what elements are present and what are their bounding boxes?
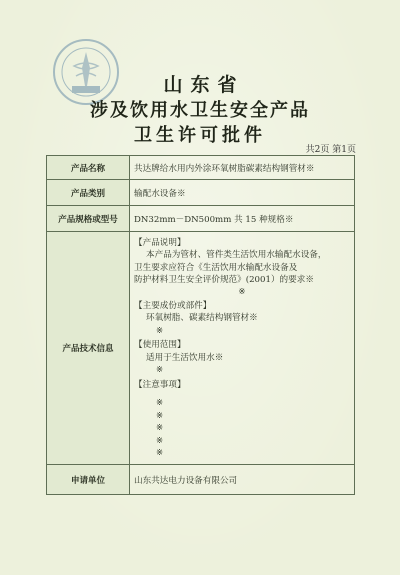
row-product-name xyxy=(47,156,355,180)
row-product-spec xyxy=(47,206,355,232)
title-license: 卫生许可批件 xyxy=(134,125,266,146)
title-product-type: 涉及饮用水卫生安全产品 xyxy=(90,100,310,121)
label-product-spec: 产品规格或型号 xyxy=(47,206,130,232)
value-product-name: 共达牌给水用内外涂环氧树脂碳素结构钢管材※ xyxy=(130,156,355,180)
placeholder-mark: ※ xyxy=(156,365,164,375)
label-tech-info: 产品技术信息 xyxy=(47,232,130,465)
placeholder-mark: ※ xyxy=(156,435,164,446)
section-heading-components: 【主要成份或部件】 xyxy=(134,300,212,311)
section-line: 卫生要求应符合《生活饮用水输配水设备及 xyxy=(134,262,298,273)
placeholder-mark: ※ xyxy=(238,286,246,297)
row-tech-info xyxy=(47,232,355,465)
placeholder-mark: ※ xyxy=(156,325,164,336)
section-heading-description: 【产品说明】 xyxy=(134,237,186,248)
section-line: 适用于生活饮用水※ xyxy=(146,352,224,363)
placeholder-mark: ※ xyxy=(156,410,164,421)
label-product-category: 产品类别 xyxy=(47,180,130,206)
page-indicator: 共2页 第1页 xyxy=(305,145,356,155)
section-heading-scope: 【使用范围】 xyxy=(134,340,186,350)
tech-info-block xyxy=(134,233,350,464)
title-province: 山东省 xyxy=(163,74,245,96)
section-line: 本产品为管材、管件类生活饮用水输配水设备， xyxy=(146,250,327,260)
license-table xyxy=(46,155,355,495)
section-line: 环氧树脂、碳素结构钢管材※ xyxy=(146,313,258,323)
placeholder-mark: ※ xyxy=(156,423,164,433)
section-heading-notes: 【注意事项】 xyxy=(134,379,186,390)
row-product-category xyxy=(47,180,355,206)
placeholder-mark: ※ xyxy=(156,398,164,408)
section-line: 防护材料卫生安全评价规范》(2001）的要求※ xyxy=(134,275,314,285)
value-product-category: 输配水设备※ xyxy=(130,180,355,206)
placeholder-mark: ※ xyxy=(156,448,164,458)
value-tech-info xyxy=(130,232,355,465)
label-applicant: 申请单位 xyxy=(47,465,130,495)
label-product-name: 产品名称 xyxy=(47,156,130,180)
value-applicant: 山东共达电力设备有限公司 xyxy=(130,465,355,495)
row-applicant xyxy=(47,465,355,495)
value-product-spec: DN32mm－DN500mm 共 15 种规格※ xyxy=(130,206,355,232)
